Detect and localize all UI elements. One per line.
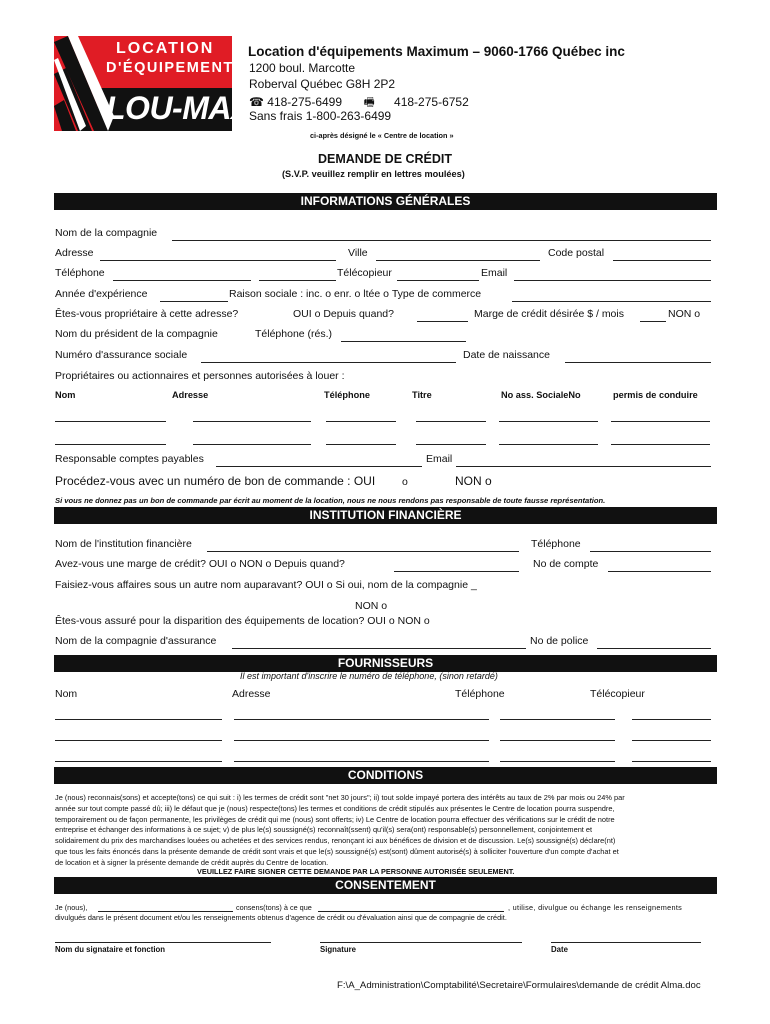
label-policy: No de police xyxy=(530,635,589,647)
owner2-license[interactable] xyxy=(611,444,710,445)
logo-brand: LOU-MAX xyxy=(106,90,252,126)
owner1-license[interactable] xyxy=(611,421,710,422)
label-address: Adresse xyxy=(55,247,94,259)
label-insurer: Nom de la compagnie d'assurance xyxy=(55,635,217,647)
signature-field[interactable] xyxy=(320,942,522,943)
insured-question[interactable]: Êtes-vous assuré pour la disparition des équipements de location? OUI ο NON ο xyxy=(55,615,430,627)
finance-phone-field[interactable] xyxy=(590,551,711,552)
phone-field[interactable] xyxy=(113,280,251,281)
col-phone: Téléphone xyxy=(324,390,370,400)
col-name: Nom xyxy=(55,390,76,400)
other-name-no[interactable]: NON ο xyxy=(355,600,388,612)
col-license: permis de conduire xyxy=(613,390,698,400)
owner1-address[interactable] xyxy=(193,421,311,422)
supplier1-fax[interactable] xyxy=(632,719,711,720)
file-path: F:\A_Administration\Comptabilité\Secretaire\Formulaires\demande de crédit Alma.doc xyxy=(337,980,701,991)
supplier2-name[interactable] xyxy=(55,740,222,741)
po-no-checkbox[interactable]: NON ο xyxy=(455,474,492,488)
insurer-field[interactable] xyxy=(232,648,526,649)
conditions-line: de location et à signer la présente demande de crédit auprès du Centre de location. xyxy=(55,857,329,867)
company-tollfree: Sans frais 1-800-263-6499 xyxy=(249,109,392,123)
owner2-sin[interactable] xyxy=(499,444,598,445)
owner1-phone[interactable] xyxy=(326,421,396,422)
label-signature: Signature xyxy=(320,945,356,954)
credit-margin-field[interactable] xyxy=(640,321,666,322)
company-note: ci-après désigné le « Centre de location » xyxy=(310,131,454,140)
logo-line1: LOCATION xyxy=(116,40,215,57)
supplier-col-address: Adresse xyxy=(232,688,271,700)
label-city: Ville xyxy=(348,247,368,259)
sin-field[interactable] xyxy=(201,362,456,363)
experience-field[interactable] xyxy=(160,301,228,302)
col-title: Titre xyxy=(412,390,432,400)
conditions-line: que tous les faits énoncés dans la présente demande de crédit sont vrais et que le(s) soussigné(s) est(sont) dûment autorisé(s) à solliciter l'ouverture d'un compte d'achat et xyxy=(55,846,619,856)
supplier2-fax[interactable] xyxy=(632,740,711,741)
company-logo xyxy=(54,36,252,131)
supplier-col-phone: Téléphone xyxy=(455,688,505,700)
label-account-no: No de compte xyxy=(533,558,599,570)
institution-field[interactable] xyxy=(207,551,519,552)
po-note: Si vous ne donnez pas un bon de commande par écrit au moment de la location, nous ne nous rendons pas responsable de toute fausse représentation. xyxy=(55,496,606,505)
postal-field[interactable] xyxy=(613,260,711,261)
fax-prefix-field[interactable] xyxy=(259,280,336,281)
label-accounts-email: Email xyxy=(426,453,453,465)
section-finance-header: INSTITUTION FINANCIÈRE xyxy=(54,507,717,524)
label-experience: Année d'expérience xyxy=(55,288,148,300)
owner1-name[interactable] xyxy=(55,421,166,422)
label-legal: Raison sociale : inc. ο enr. ο ltée ο Type de commerce xyxy=(229,288,482,300)
supplier-col-fax: Télécopieur xyxy=(590,688,645,700)
address-field[interactable] xyxy=(100,260,336,261)
supplier3-name[interactable] xyxy=(55,761,222,762)
label-accounts: Responsable comptes payables xyxy=(55,453,204,465)
birth-field[interactable] xyxy=(565,362,711,363)
company-fax: 418-275-6752 xyxy=(394,95,469,109)
label-sin: Numéro d'assurance sociale xyxy=(55,349,188,361)
fax-field[interactable] xyxy=(397,280,479,281)
label-birth: Date de naissance xyxy=(463,349,550,361)
owner1-sin[interactable] xyxy=(499,421,598,422)
home-phone-field[interactable] xyxy=(341,341,466,342)
owner-yes-since[interactable]: OUI ο Depuis quand? xyxy=(293,308,394,320)
company-name-field[interactable] xyxy=(172,240,711,241)
date-field[interactable] xyxy=(551,942,701,943)
supplier-col-name: Nom xyxy=(55,688,78,700)
credit-since-field[interactable] xyxy=(394,571,519,572)
conditions-signoff: VEUILLEZ FAIRE SIGNER CETTE DEMANDE PAR LA PERSONNE AUTORISÉE SEULEMENT. xyxy=(197,867,515,876)
po-yes-checkbox[interactable]: ο xyxy=(402,476,408,488)
supplier3-fax[interactable] xyxy=(632,761,711,762)
section-general-header: INFORMATIONS GÉNÉRALES xyxy=(54,193,717,210)
form-subtitle: (S.V.P. veuillez remplir en lettres moulées) xyxy=(282,169,465,179)
label-owner: Êtes-vous propriétaire à cette adresse? xyxy=(55,308,239,320)
label-email: Email xyxy=(481,267,508,279)
consent-line1c: , utilise, divulgue ou échange les renseignements xyxy=(508,903,683,912)
label-phone: Téléphone xyxy=(55,267,105,279)
suppliers-note: Il est important d'inscrire le numéro de téléphone, (sinon retardé) xyxy=(240,671,498,681)
fax-icon: 🖷 xyxy=(363,95,375,109)
other-name-question[interactable]: Faisiez-vous affaires sous un autre nom auparavant? OUI ο Si oui, nom de la compagnie _ xyxy=(55,579,477,591)
conditions-line: année sur tout compte passé dû; iii) le défaut que je (nous) respecte(tons) les termes et conditions de crédit stipulés aux présentes le Centre de location pourra suspendre, xyxy=(55,803,615,813)
label-president: Nom du président de la compagnie xyxy=(55,328,218,340)
conditions-line: entreprise et échanger des informations à ce sujet; v) de plus le(s) soussigné(s) reconnaît(ssent) qu'il(s) sera(ont) responsable(s) personnellement, conjointement et xyxy=(55,825,593,835)
account-no-field[interactable] xyxy=(608,571,711,572)
consent-party-field[interactable] xyxy=(318,911,504,912)
label-signatory: Nom du signataire et fonction xyxy=(55,945,166,954)
business-type-field[interactable] xyxy=(512,301,711,302)
col-address: Adresse xyxy=(172,390,209,400)
supplier2-address[interactable] xyxy=(234,740,489,741)
consent-line1b: consens(tons) à ce que xyxy=(236,903,312,912)
supplier1-name[interactable] xyxy=(55,719,222,720)
supplier3-address[interactable] xyxy=(234,761,489,762)
credit-question[interactable]: Avez-vous une marge de crédit? OUI ο NON ο Depuis quand? xyxy=(55,558,345,570)
label-institution: Nom de l'institution financière xyxy=(55,538,192,550)
owner-no[interactable]: NON ο xyxy=(668,308,701,320)
email-field[interactable] xyxy=(514,280,711,281)
label-finance-phone: Téléphone xyxy=(531,538,581,550)
label-fax: Télécopieur xyxy=(337,267,392,279)
section-suppliers-header: FOURNISSEURS xyxy=(54,655,717,672)
label-owners-intro: Propriétaires ou actionnaires et personnes autorisées à louer : xyxy=(55,370,345,382)
owner1-title[interactable] xyxy=(416,421,486,422)
consent-name-field[interactable] xyxy=(98,911,233,912)
supplier1-address[interactable] xyxy=(234,719,489,720)
form-title: DEMANDE DE CRÉDIT xyxy=(318,152,453,166)
conditions-text xyxy=(55,793,715,869)
label-date: Date xyxy=(551,945,568,954)
section-conditions-header: CONDITIONS xyxy=(54,767,717,784)
accounts-field[interactable] xyxy=(216,466,422,467)
phone-icon: ☎ xyxy=(249,95,268,109)
label-postal: Code postal xyxy=(548,247,605,259)
company-address2: Roberval Québec G8H 2P2 xyxy=(249,77,396,91)
company-phone: 418-275-6499 xyxy=(267,95,343,109)
policy-field[interactable] xyxy=(597,648,711,649)
consent-line1a: Je (nous), xyxy=(55,903,88,912)
section-consent-header: CONSENTEMENT xyxy=(54,877,717,894)
conditions-line: solidairement du prix des marchandises louées ou achetées et des services rendus, renonçant ici aux bénéfices de division et de discussion. Le(s) soussigné(s) déclare(nt) xyxy=(55,836,616,846)
supplier2-phone[interactable] xyxy=(500,740,615,741)
label-home-phone: Téléphone (rés.) xyxy=(255,328,333,340)
owner-since-field[interactable] xyxy=(417,321,468,322)
company-title: Location d'équipements Maximum – 9060-1766 Québec inc xyxy=(248,44,625,59)
owner2-title[interactable] xyxy=(416,444,486,445)
conditions-line: temporairement ou de façon permanente, les privilèges de crédit qui me (nous) sont offerts; iv) Le Centre de location pourra effectuer des vérifications sur le crédit de notre xyxy=(55,814,615,824)
owner2-address[interactable] xyxy=(193,444,311,445)
company-address1: 1200 boul. Marcotte xyxy=(249,61,356,75)
label-company-name: Nom de la compagnie xyxy=(55,227,158,239)
supplier3-phone[interactable] xyxy=(500,761,615,762)
logo-line2: D'ÉQUIPEMENTS xyxy=(106,60,245,76)
conditions-line: Je (nous) reconnais(sons) et accepte(tons) ce qui suit : i) les termes de crédit sont "net 30 jours"; ii) tout solde impayé portera des intérêts au taux de 2% par mois ou 24% par xyxy=(55,793,625,802)
city-field[interactable] xyxy=(376,260,540,261)
supplier1-phone[interactable] xyxy=(500,719,615,720)
owner2-phone[interactable] xyxy=(326,444,396,445)
po-question: Procédez-vous avec un numéro de bon de commande : OUI xyxy=(55,474,376,488)
consent-line2: divulgués dans le présent document et/ou les renseignements obtenus d'agence de crédit ou d'évaluation ainsi que de compagnie de crédit. xyxy=(55,913,507,922)
signatory-name-field[interactable] xyxy=(55,942,271,943)
col-sin: No ass. SocialeNo xyxy=(501,390,581,400)
label-credit-margin: Marge de crédit désirée $ / mois xyxy=(474,308,624,320)
owner2-name[interactable] xyxy=(55,444,166,445)
accounts-email-field[interactable] xyxy=(456,466,711,467)
